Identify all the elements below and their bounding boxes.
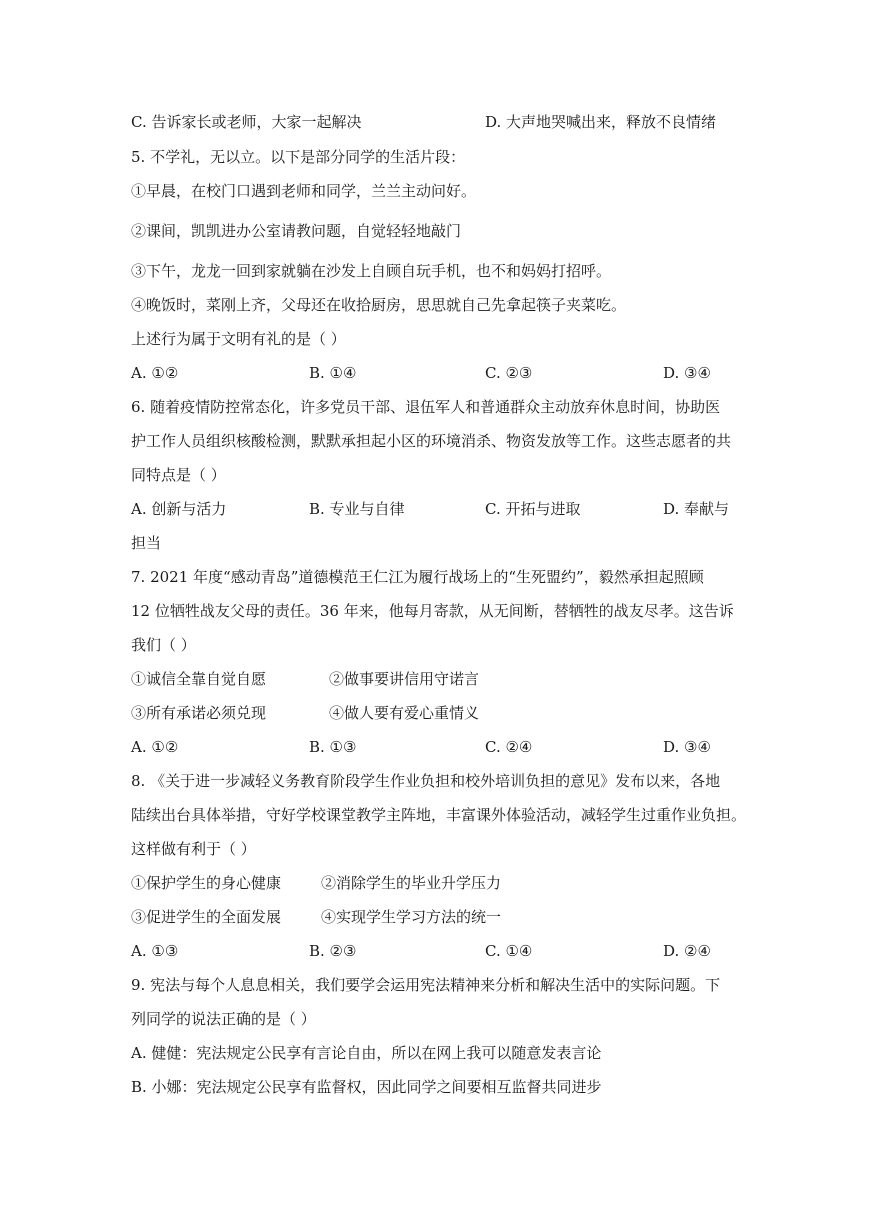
- q7-option-a: A. ①②: [131, 738, 179, 756]
- q8-item-1: ①保护学生的身心健康: [131, 874, 282, 892]
- q4-option-c: C. 告诉家长或老师，大家一起解决: [131, 113, 362, 131]
- q8-item-4: ④实现学生学习方法的统一: [321, 908, 502, 926]
- q5-option-b: B. ①④: [309, 364, 357, 382]
- q7-stem-line-1: 7. 2021 年度“感动青岛”道德模范王仁江为履行战场上的“生死盟约”，毅然承担起照顾: [131, 568, 704, 586]
- q6-option-d: D. 奉献与: [663, 500, 730, 518]
- q7-option-d: D. ③④: [663, 738, 711, 756]
- q9-stem-line-1: 9. 宪法与每个人息息相关，我们要学会运用宪法精神来分析和解决生活中的实际问题。下: [131, 976, 721, 994]
- q8-option-b: B. ②③: [309, 942, 357, 960]
- q7-stem-line-3: 我们（ ）: [131, 636, 196, 654]
- q6-stem-line-2: 护工作人员组织核酸检测，默默承担起小区的环境消杀、物资发放等工作。这些志愿者的共: [131, 432, 732, 450]
- q5-item-1: ①早晨，在校门口遇到老师和同学，兰兰主动问好。: [131, 182, 477, 200]
- q8-stem-line-3: 这样做有利于（ ）: [131, 840, 256, 858]
- q8-item-2: ②消除学生的毕业升学压力: [321, 874, 502, 892]
- q9-option-b: B. 小娜：宪法规定公民享有监督权，因此同学之间要相互监督共同进步: [131, 1078, 602, 1096]
- q8-option-a: A. ①③: [131, 942, 179, 960]
- q8-option-d: D. ②④: [663, 942, 711, 960]
- q6-stem-line-1: 6. 随着疫情防控常态化，许多党员干部、退伍军人和普通群众主动放弃休息时间，协助医: [131, 398, 721, 416]
- q7-stem-line-2: 12 位牺牲战友父母的责任。36 年来，他每月寄款，从无间断，替牺牲的战友尽孝。这告诉: [131, 602, 734, 620]
- q6-option-d-wrap: 担当: [131, 534, 162, 552]
- q7-item-4: ④做人要有爱心重情义: [329, 704, 480, 722]
- q8-option-c: C. ①④: [485, 942, 533, 960]
- q6-stem-line-3: 同特点是（ ）: [131, 466, 226, 484]
- q7-option-b: B. ①③: [309, 738, 357, 756]
- q5-stem: 5. 不学礼，无以立。以下是部分同学的生活片段：: [131, 148, 466, 166]
- q5-item-4: ④晚饭时，菜刚上齐，父母还在收拾厨房，思思就自己先拿起筷子夹菜吃。: [131, 296, 627, 314]
- q8-stem-line-2: 陆续出台具体举措，守好学校课堂教学主阵地，丰富课外体验活动，减轻学生过重作业负担。: [131, 806, 747, 824]
- q5-item-3: ③下午，龙龙一回到家就躺在沙发上自顾自玩手机，也不和妈妈打招呼。: [131, 262, 612, 280]
- q6-option-b: B. 专业与自律: [309, 500, 405, 518]
- q9-stem-line-2: 列同学的说法正确的是（ ）: [131, 1010, 316, 1028]
- q9-option-a: A. 健健：宪法规定公民享有言论自由，所以在网上我可以随意发表言论: [131, 1044, 602, 1062]
- q5-option-c: C. ②③: [485, 364, 533, 382]
- q5-option-a: A. ①②: [131, 364, 179, 382]
- q7-option-c: C. ②④: [485, 738, 533, 756]
- q4-option-d: D. 大声地哭喊出来，释放不良情绪: [485, 113, 717, 131]
- q5-question: 上述行为属于文明有礼的是（ ）: [131, 330, 346, 348]
- q7-item-1: ①诚信全靠自觉自愿: [131, 670, 267, 688]
- q5-item-2: ②课间，凯凯进办公室请教问题，自觉轻轻地敲门: [131, 222, 462, 240]
- q7-item-2: ②做事要讲信用守诺言: [329, 670, 480, 688]
- q6-option-a: A. 创新与活力: [131, 500, 227, 518]
- q5-option-d: D. ③④: [663, 364, 711, 382]
- q7-item-3: ③所有承诺必须兑现: [131, 704, 267, 722]
- q8-stem-line-1: 8. 《关于进一步减轻义务教育阶段学生作业负担和校外培训负担的意见》发布以来，各地: [131, 772, 721, 790]
- q6-option-c: C. 开拓与进取: [485, 500, 581, 518]
- q8-item-3: ③促进学生的全面发展: [131, 908, 282, 926]
